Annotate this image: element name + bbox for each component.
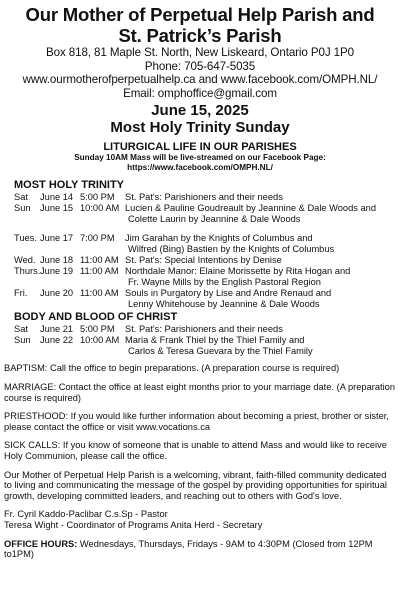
parish-info (4, 363, 396, 559)
mass-date: June 20 (40, 288, 74, 299)
mass-intention-line: Colette Laurin by Jeannine & Dale Woods (128, 214, 301, 225)
mass-intentions (125, 288, 396, 310)
mass-date: June 17 (40, 233, 74, 244)
mass-time: 7:00 PM (80, 233, 115, 244)
priesthood-info: PRIESTHOOD: If you would like further information about becoming a priest, brother or sister, please contact the office or visit www.vocations.ca (4, 411, 389, 432)
mass-time: 5:00 PM (80, 324, 115, 335)
mass-time: 10:00 AM (80, 203, 120, 214)
mass-intention-line: Lucien & Pauline Goudreault by Jeannine & Dale Woods and (125, 203, 377, 214)
feast-title: Most Holy Trinity Sunday (110, 119, 290, 137)
mass-date: June 22 (40, 335, 74, 346)
mass-date: June 19 (40, 266, 74, 277)
schedule-block-title: BODY AND BLOOD OF CHRIST (14, 311, 178, 324)
pastor-line: Fr. Cyril Kaddo-Paclibar C.s.Sp - Pastor (4, 509, 168, 520)
mass-intention-line: St. Pat's: Parishioners and their needs (125, 324, 283, 335)
office-hours-label: OFFICE HOURS: (4, 538, 78, 549)
mass-entry (14, 255, 396, 266)
mission-statement: Our Mother of Perpetual Help Parish is a welcoming, vibrant, faith-filled community dedicated to living and communicating the message of the gospel by providing opportunities for spiritual growth, developing committed leaders, and reaching out to others with God's love. (4, 469, 387, 501)
mass-intentions (125, 324, 396, 335)
mass-intention-line: Northdale Manor: Elaine Morissette by Rita Hogan and (125, 266, 351, 277)
parish-name-line1: Our Mother of Perpetual Help Parish and (25, 4, 375, 25)
parish-email[interactable]: Email: omphoffice@gmail.com (123, 86, 277, 100)
mass-intention-line: Fr. Wayne Mills by the English Pastoral Region (128, 277, 321, 288)
baptism-info: BAPTISM: Call the office to begin preparations. (A preparation course is required) (4, 363, 340, 374)
mass-time: 11:00 AM (80, 255, 119, 266)
office-hours (4, 539, 396, 560)
mass-entry (14, 335, 396, 357)
mass-intention-line: Jim Garahan by the Knights of Columbus and (125, 233, 313, 244)
parish-websites[interactable]: www.ourmotherofperpetualhelp.ca and www.facebook.com/OMPH.NL/ (22, 73, 378, 87)
mass-date: June 14 (40, 192, 74, 203)
liturgical-heading: LITURGICAL LIFE IN OUR PARISHES (103, 141, 297, 154)
mass-intentions (125, 203, 396, 225)
mass-time: 11:00 AM (80, 288, 119, 299)
mass-day: Thurs. (14, 266, 41, 277)
mass-entry (14, 324, 396, 335)
mass-entry (14, 233, 396, 255)
bulletin-header (4, 4, 396, 173)
mass-intentions (125, 192, 396, 203)
parish-phone: Phone: 705-647-5035 (144, 59, 256, 73)
mass-day: Sat (14, 192, 28, 203)
schedule-block-title: MOST HOLY TRINITY (14, 179, 125, 192)
mass-intention-line: Souls in Purgatory by Lise and Andre Renaud and (125, 288, 332, 299)
mass-intentions (125, 233, 396, 255)
marriage-info: MARRIAGE: Contact the office at least eight months prior to your marriage date. (A preparation course is required) (4, 381, 396, 403)
mass-date: June 21 (40, 324, 74, 335)
mass-schedule (4, 179, 396, 357)
bulletin-date: June 15, 2025 (151, 102, 249, 120)
staff-line: Teresa Wight - Coordinator of Programs Anita Herd - Secretary (4, 519, 263, 530)
mass-intention-line: St. Pat's: Parishioners and their needs (125, 192, 283, 203)
mass-entry (14, 288, 396, 310)
livestream-link[interactable]: https://www.facebook.com/OMPH.NL/ (127, 163, 273, 173)
mass-entry (14, 266, 396, 288)
mass-entry (14, 203, 396, 225)
parish-address: Box 818, 81 Maple St. North, New Liskeard, Ontario P0J 1P0 (45, 46, 355, 59)
mass-day: Fri. (14, 288, 28, 299)
mass-intention-line: St. Pat's: Special Intentions by Denise (125, 255, 282, 266)
mass-day: Tues. (14, 233, 37, 244)
mass-intentions (125, 266, 396, 288)
mass-date: June 15 (40, 203, 74, 214)
livestream-notice: Sunday 10AM Mass will be live-streamed on our Facebook Page: (74, 153, 326, 163)
mass-intention-line: Wilfred (Bing) Bastien by the Knights of Columbus (128, 244, 335, 255)
mass-entry (14, 192, 396, 203)
mass-intention-line: Carlos & Teresa Guevara by the Thiel Family (128, 346, 313, 357)
mass-intentions (125, 255, 396, 266)
mass-day: Sun (14, 203, 31, 214)
office-hours-text: Wednesdays, Thursdays, Fridays - 9AM to 4:30PM (Closed from 12PM to1PM) (4, 538, 373, 560)
mass-intention-line: Lenny Whitehouse by Jeannine & Dale Woods (128, 299, 320, 310)
mass-intentions (125, 335, 396, 357)
mass-intention-line: Maria & Frank Thiel by the Thiel Family and (125, 335, 305, 346)
mass-time: 11:00 AM (80, 266, 119, 277)
mass-time: 5:00 PM (80, 192, 115, 203)
mass-day: Sun (14, 335, 31, 346)
mass-day: Sat (14, 324, 28, 335)
parish-name-line2: St. Patrick’s Parish (118, 25, 282, 46)
mass-date: June 18 (40, 255, 74, 266)
schedule-spacer (14, 225, 396, 233)
sick-calls-info: SICK CALLS: If you know of someone that is unable to attend Mass and would like to receive Holy Communion, please call the office. (4, 440, 387, 461)
mass-day: Wed. (14, 255, 36, 266)
mass-time: 10:00 AM (80, 335, 120, 346)
